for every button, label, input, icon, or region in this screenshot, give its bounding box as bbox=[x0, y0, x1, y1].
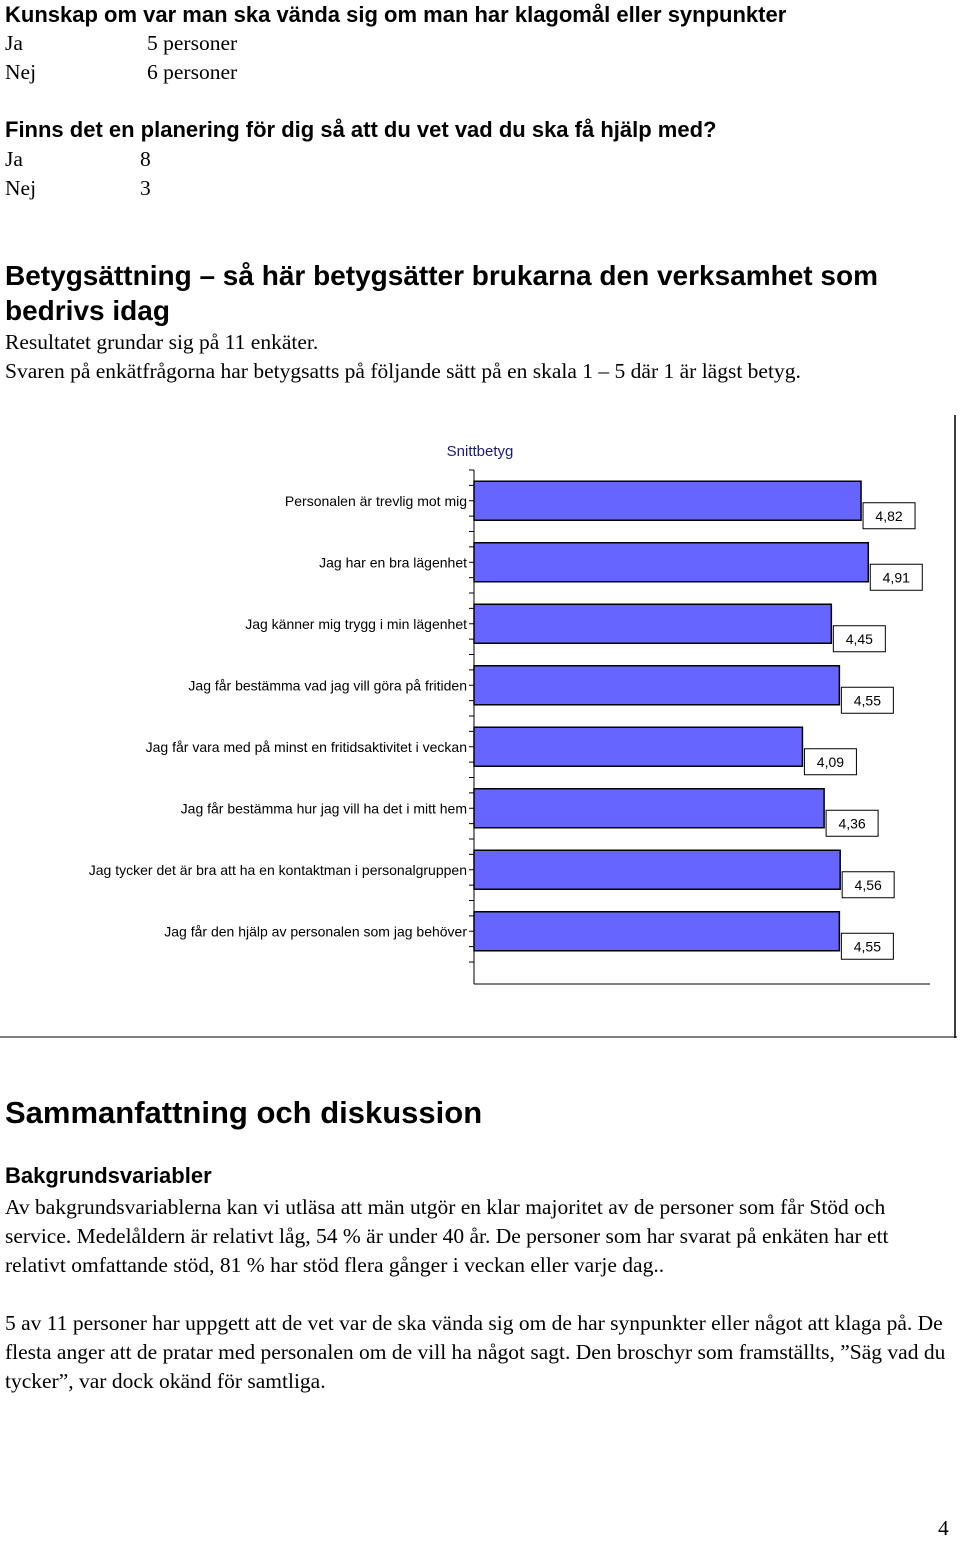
bar bbox=[474, 912, 839, 951]
category-label: Jag får bestämma vad jag vill göra på fritiden bbox=[188, 677, 467, 694]
heading-sammanfattning: Sammanfattning och diskussion bbox=[5, 1095, 483, 1130]
category-label: Personalen är trevlig mot mig bbox=[284, 492, 467, 509]
value-label: 4,91 bbox=[882, 569, 910, 586]
bars bbox=[474, 481, 868, 951]
answer-label-ja: Ja bbox=[5, 31, 23, 55]
result-basis-text: Resultatet grundar sig på 11 enkäter. bbox=[5, 330, 319, 354]
planering-label-nej: Nej bbox=[5, 176, 37, 200]
planering-value-ja: 8 bbox=[140, 147, 151, 171]
bar bbox=[474, 481, 861, 520]
category-label: Jag känner mig trygg i min lägenhet bbox=[245, 615, 467, 632]
value-label: 4,36 bbox=[838, 815, 866, 832]
category-labels bbox=[89, 493, 468, 940]
category-label: Jag får bestämma hur jag vill ha det i mitt hem bbox=[180, 800, 467, 817]
heading-klagomal: Kunskap om var man ska vända sig om man har klagomål eller synpunkter bbox=[5, 2, 787, 27]
paragraph-synpunkter: 5 av 11 personer har uppgett att de vet var de ska vända sig om de har synpunkter eller något att klaga på. De flesta anger att de pratar med personalen om de vill ha något sagt. Den broschyr som framställts, ”Säg vad du tycker”, var dock okänd för samtliga. bbox=[5, 1311, 946, 1393]
paragraph-bakgrund: Av bakgrundsvariablerna kan vi utläsa att män utgör en klar majoritet av de personer som får Stöd och service. Medelåldern är relativt låg, 54 % är under 40 år. De personer som har svarat på enkäten har ett relativt omfattande stöd, 81 % har stöd flera gånger i veckan eller varje dag.. bbox=[5, 1195, 889, 1277]
value-label: 4,56 bbox=[854, 876, 882, 893]
planering-value-nej: 3 bbox=[140, 176, 151, 200]
value-label: 4,09 bbox=[816, 753, 845, 770]
bar bbox=[474, 604, 831, 643]
scale-description-text: Svaren på enkätfrågorna har betygsatts på följande sätt på en skala 1 – 5 där 1 är lägst betyg. bbox=[5, 359, 801, 383]
page-number: 4 bbox=[938, 1516, 949, 1540]
planering-label-ja: Ja bbox=[5, 147, 23, 171]
bar bbox=[474, 543, 868, 582]
category-label: Jag får vara med på minst en fritidsaktivitet i veckan bbox=[145, 738, 467, 755]
heading-betygsattning-line1: Betygsättning – så här betygsätter brukarna den verksamhet som bbox=[5, 260, 878, 291]
chart-title: Snittbetyg bbox=[446, 443, 514, 460]
bar bbox=[474, 850, 840, 889]
subheading-bakgrundsvariabler: Bakgrundsvariabler bbox=[5, 1163, 212, 1188]
value-label: 4,55 bbox=[853, 692, 881, 709]
chart-snittbetyg bbox=[0, 410, 960, 1040]
heading-planering: Finns det en planering för dig så att du vet vad du ska få hjälp med? bbox=[5, 117, 717, 142]
category-label: Jag har en bra lägenhet bbox=[319, 554, 467, 571]
answer-label-nej: Nej bbox=[5, 60, 37, 84]
bar bbox=[474, 727, 802, 766]
answer-value-ja: 5 personer bbox=[147, 31, 238, 55]
bar bbox=[474, 666, 839, 705]
value-label: 4,45 bbox=[845, 630, 873, 647]
heading-betygsattning-line2: bedrivs idag bbox=[5, 295, 170, 326]
value-label: 4,82 bbox=[875, 507, 903, 524]
answer-value-nej: 6 personer bbox=[147, 60, 238, 84]
value-label: 4,55 bbox=[853, 938, 881, 955]
bar bbox=[474, 789, 824, 828]
category-label: Jag får den hjälp av personalen som jag behöver bbox=[164, 923, 467, 940]
category-label: Jag tycker det är bra att ha en kontaktman i personalgruppen bbox=[88, 861, 467, 878]
